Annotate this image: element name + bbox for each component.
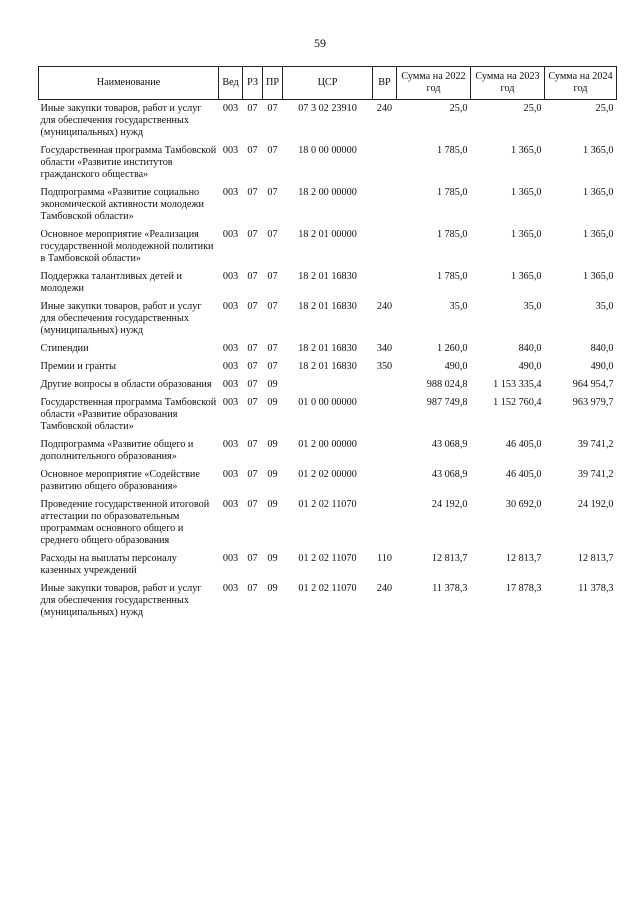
row-sum-2024: 490,0 [590, 361, 614, 372]
table-row [39, 466, 617, 496]
row-sum-2023: 840,0 [518, 343, 542, 354]
row-ved: 003 [222, 103, 239, 114]
header-sum-2022: Сумма на 2022 год [397, 67, 471, 100]
header-name: Наименование [39, 67, 219, 100]
row-name: Поддержка талантливых детей и молодежи [40, 271, 182, 294]
row-sum-2023: 12 813,7 [505, 553, 542, 564]
row-csr [283, 376, 373, 394]
table-header-row [39, 67, 617, 100]
row-csr: 01 2 02 00000 [298, 469, 357, 480]
header-sum-2023: Сумма на 2023 год [471, 67, 545, 100]
row-pr: 09 [267, 583, 278, 594]
row-sum-2024: 12 813,7 [577, 553, 614, 564]
row-pr: 07 [267, 343, 278, 354]
table-row [39, 268, 617, 298]
row-ved: 003 [222, 439, 239, 450]
row-ved: 003 [222, 343, 239, 354]
row-sum-2024: 964 954,7 [572, 379, 614, 390]
row-vr [373, 466, 397, 496]
row-name: Государственная программа Тамбовской области «Развитие институтов гражданского общества» [40, 145, 217, 180]
row-ved: 003 [222, 187, 239, 198]
row-name: Проведение государственной итоговой аттестации по образовательным программам основного общего и среднего общего образования [40, 499, 210, 546]
row-rz: 07 [247, 583, 258, 594]
row-pr: 07 [267, 361, 278, 372]
row-pr: 09 [267, 469, 278, 480]
row-sum-2023: 1 365,0 [510, 271, 542, 282]
row-rz: 07 [247, 229, 258, 240]
budget-table [38, 66, 617, 622]
header-vr: ВР [373, 67, 397, 100]
row-vr [373, 394, 397, 436]
row-sum-2023: 46 405,0 [505, 469, 542, 480]
row-pr: 07 [267, 103, 278, 114]
row-rz: 07 [247, 379, 258, 390]
row-csr: 01 2 00 00000 [298, 439, 357, 450]
row-rz: 07 [247, 553, 258, 564]
row-rz: 07 [247, 301, 258, 312]
page-number: 59 [314, 36, 326, 50]
row-rz: 07 [247, 361, 258, 372]
row-sum-2022: 1 785,0 [436, 145, 468, 156]
row-rz: 07 [247, 499, 258, 510]
row-rz: 07 [247, 469, 258, 480]
row-vr [373, 436, 397, 466]
row-name: Основное мероприятие «Содействие развитию общего образования» [40, 469, 200, 492]
row-csr: 18 2 00 00000 [298, 187, 357, 198]
row-name: Премии и гранты [40, 361, 116, 372]
table-row [39, 142, 617, 184]
table-row [39, 394, 617, 436]
row-csr: 18 0 00 00000 [298, 145, 357, 156]
row-rz: 07 [247, 145, 258, 156]
row-sum-2023: 35,0 [523, 301, 542, 312]
row-sum-2024: 1 365,0 [582, 271, 614, 282]
row-csr: 01 2 02 11070 [298, 553, 357, 564]
row-pr: 09 [267, 499, 278, 510]
row-ved: 003 [222, 583, 239, 594]
row-name: Основное мероприятие «Реализация государственной молодежной политики в Тамбовской области» [40, 229, 214, 264]
row-vr: 240 [376, 583, 393, 594]
row-vr [373, 226, 397, 268]
row-ved: 003 [222, 379, 239, 390]
row-sum-2023: 1 152 760,4 [493, 397, 542, 408]
row-sum-2023: 490,0 [518, 361, 542, 372]
row-sum-2022: 43 068,9 [431, 469, 468, 480]
row-ved: 003 [222, 145, 239, 156]
row-pr: 07 [267, 187, 278, 198]
table-row [39, 298, 617, 340]
row-csr: 01 2 02 11070 [298, 499, 357, 510]
row-pr: 09 [267, 379, 278, 390]
header-csr: ЦСР [283, 67, 373, 100]
table-row [39, 436, 617, 466]
row-sum-2023: 1 365,0 [510, 229, 542, 240]
row-ved: 003 [222, 499, 239, 510]
row-rz: 07 [247, 103, 258, 114]
row-csr: 18 2 01 00000 [298, 229, 357, 240]
row-name: Стипендии [40, 343, 89, 354]
header-rz: РЗ [243, 67, 263, 100]
row-rz: 07 [247, 271, 258, 282]
table-row [39, 550, 617, 580]
row-sum-2022: 988 024,8 [426, 379, 468, 390]
row-pr: 09 [267, 439, 278, 450]
row-sum-2023: 30 692,0 [505, 499, 542, 510]
row-sum-2023: 1 365,0 [510, 187, 542, 198]
row-csr: 01 2 02 11070 [298, 583, 357, 594]
row-sum-2024: 11 378,3 [578, 583, 614, 594]
row-vr: 240 [376, 103, 393, 114]
row-pr: 07 [267, 229, 278, 240]
row-name: Другие вопросы в области образования [40, 379, 212, 390]
row-sum-2022: 1 785,0 [436, 271, 468, 282]
row-sum-2024: 1 365,0 [582, 229, 614, 240]
row-sum-2022: 35,0 [449, 301, 468, 312]
row-sum-2024: 35,0 [595, 301, 614, 312]
row-sum-2024: 25,0 [595, 103, 614, 114]
row-name: Подпрограмма «Развитие общего и дополнительного образования» [40, 439, 194, 462]
row-vr: 240 [376, 301, 393, 312]
row-pr: 07 [267, 271, 278, 282]
row-name: Расходы на выплаты персоналу казенных учреждений [40, 553, 177, 576]
row-csr: 18 2 01 16830 [298, 361, 357, 372]
row-sum-2024: 1 365,0 [582, 187, 614, 198]
row-sum-2024: 963 979,7 [572, 397, 614, 408]
row-sum-2022: 1 260,0 [436, 343, 468, 354]
row-ved: 003 [222, 553, 239, 564]
row-vr [373, 268, 397, 298]
row-vr: 110 [377, 553, 392, 564]
row-sum-2023: 17 878,3 [505, 583, 542, 594]
table-row [39, 100, 617, 143]
row-name: Иные закупки товаров, работ и услуг для обеспечения государственных (муниципальных) нужд [40, 301, 202, 336]
table-row [39, 226, 617, 268]
row-rz: 07 [247, 343, 258, 354]
row-csr: 18 2 01 16830 [298, 271, 357, 282]
row-sum-2022: 24 192,0 [431, 499, 468, 510]
row-name: Подпрограмма «Развитие социально экономической активности молодежи Тамбовской области» [40, 187, 204, 222]
row-sum-2024: 840,0 [590, 343, 614, 354]
row-csr: 18 2 01 16830 [298, 343, 357, 354]
row-sum-2023: 46 405,0 [505, 439, 542, 450]
row-sum-2023: 25,0 [523, 103, 542, 114]
row-sum-2022: 12 813,7 [431, 553, 468, 564]
row-sum-2024: 39 741,2 [577, 439, 614, 450]
row-rz: 07 [247, 439, 258, 450]
row-ved: 003 [222, 271, 239, 282]
table-row [39, 340, 617, 358]
header-ved: Вед [219, 67, 243, 100]
row-ved: 003 [222, 397, 239, 408]
row-pr: 09 [267, 397, 278, 408]
row-name: Иные закупки товаров, работ и услуг для обеспечения государственных (муниципальных) нужд [40, 103, 202, 138]
row-sum-2022: 490,0 [444, 361, 468, 372]
row-ved: 003 [222, 229, 239, 240]
row-sum-2022: 11 378,3 [432, 583, 468, 594]
row-pr: 09 [267, 553, 278, 564]
table-row [39, 376, 617, 394]
row-pr: 07 [267, 301, 278, 312]
row-vr: 340 [376, 343, 393, 354]
row-csr: 01 0 00 00000 [298, 397, 357, 408]
row-rz: 07 [247, 397, 258, 408]
row-name: Иные закупки товаров, работ и услуг для обеспечения государственных (муниципальных) нужд [40, 583, 202, 618]
row-vr [373, 376, 397, 394]
table-row [39, 496, 617, 550]
header-sum-2024: Сумма на 2024 год [545, 67, 617, 100]
row-vr [373, 496, 397, 550]
row-ved: 003 [222, 361, 239, 372]
row-sum-2023: 1 153 335,4 [493, 379, 542, 390]
row-sum-2022: 43 068,9 [431, 439, 468, 450]
table-row [39, 184, 617, 226]
header-pr: ПР [263, 67, 283, 100]
row-vr: 350 [376, 361, 393, 372]
row-vr [373, 184, 397, 226]
row-csr: 18 2 01 16830 [298, 301, 357, 312]
row-sum-2024: 1 365,0 [582, 145, 614, 156]
row-name: Государственная программа Тамбовской области «Развитие образования Тамбовской области» [40, 397, 217, 432]
row-ved: 003 [222, 469, 239, 480]
row-rz: 07 [247, 187, 258, 198]
row-sum-2022: 1 785,0 [436, 229, 468, 240]
row-ved: 003 [222, 301, 239, 312]
row-vr [373, 142, 397, 184]
row-sum-2024: 39 741,2 [577, 469, 614, 480]
row-pr: 07 [267, 145, 278, 156]
row-sum-2022: 1 785,0 [436, 187, 468, 198]
table-row [39, 358, 617, 376]
row-sum-2024: 24 192,0 [577, 499, 614, 510]
row-sum-2023: 1 365,0 [510, 145, 542, 156]
row-sum-2022: 25,0 [449, 103, 468, 114]
row-csr: 07 3 02 23910 [298, 103, 357, 114]
table-row [39, 580, 617, 622]
row-sum-2022: 987 749,8 [426, 397, 468, 408]
